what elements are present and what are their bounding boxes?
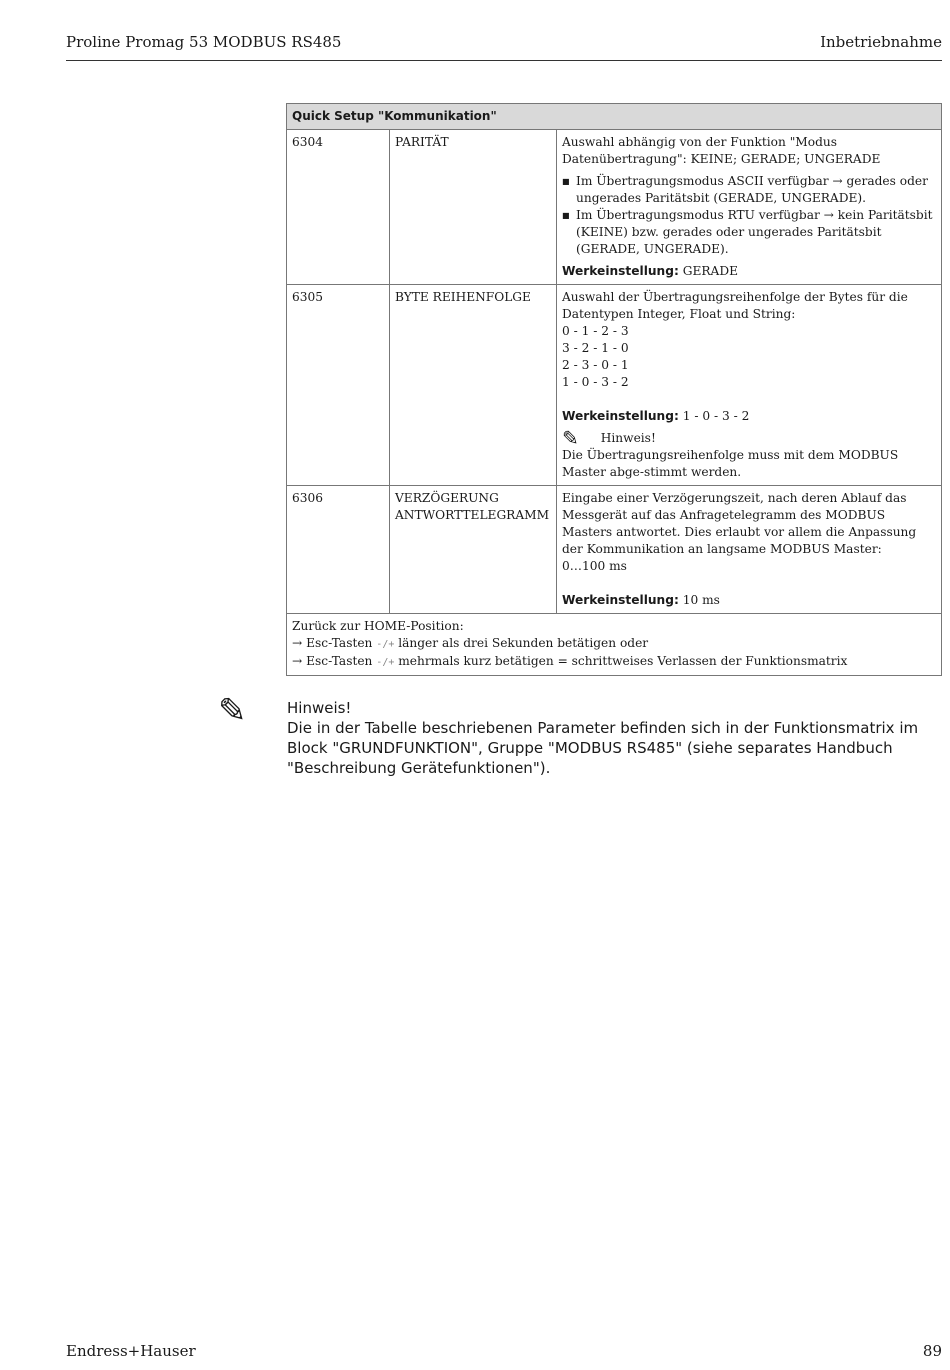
note-title: Hinweis!	[287, 699, 352, 717]
function-name-line: ANTWORTTELEGRAMM	[395, 508, 550, 522]
note-text: Die in der Tabelle beschriebenen Parameter befinden sich in der Funktionsmatrix im Block "GRUNDFUNKTION", Gruppe "MODBUS RS485" (siehe separates Handbuch "Beschreibung Gerätefunktionen").	[287, 719, 919, 777]
footer-company: Endress+Hauser	[66, 1342, 196, 1360]
factory-setting	[562, 592, 936, 609]
function-name: BYTE REIHENFOLGE	[390, 285, 557, 486]
footer-line-prefix: → Esc-Tasten	[292, 636, 373, 650]
function-name-line: VERZÖGERUNG	[395, 491, 499, 505]
pencil-icon: ✎	[562, 426, 579, 450]
page-number: 89	[922, 1342, 942, 1360]
bullet-list	[562, 173, 936, 258]
function-code: 6305	[287, 285, 390, 486]
function-description	[557, 486, 942, 614]
bullet-item: ■ Im Übertragungsmodus ASCII verfügbar → gerades oder ungerades Paritätsbit (GERADE, UNGERADE).	[576, 173, 936, 207]
esc-keys-icon: -/+	[376, 639, 395, 650]
footer-line-suffix: länger als drei Sekunden betätigen oder	[398, 636, 649, 650]
bullet-item: ■ Im Übertragungsmodus RTU verfügbar → kein Paritätsbit (KEINE) bzw. gerades oder ungerades Paritätsbit (GERADE, UNGERADE).	[576, 207, 936, 258]
footer-line	[292, 653, 936, 671]
footer-line-suffix: mehrmals kurz betätigen = schrittweises Verlassen der Funktionsmatrix	[398, 654, 848, 668]
header-rule	[66, 60, 942, 61]
description-intro: Auswahl der Übertragungsreihenfolge der Bytes für die Datentypen Integer, Float und String:	[562, 290, 908, 321]
footer-line	[292, 635, 936, 653]
footer-line-prefix: → Esc-Tasten	[292, 654, 373, 668]
footer-line: Zurück zur HOME-Position:	[292, 619, 464, 633]
inline-note-text: Die Übertragungsreihenfolge muss mit dem MODBUS Master abge-stimmt werden.	[562, 448, 899, 479]
function-name: PARITÄT	[390, 130, 557, 285]
option-item: 2 - 3 - 0 - 1	[562, 358, 629, 372]
option-item: 0 - 1 - 2 - 3	[562, 324, 629, 338]
factory-setting-label: Werkeinstellung:	[562, 593, 679, 607]
table-title: Quick Setup "Kommunikation"	[287, 104, 942, 130]
factory-setting-value: GERADE	[682, 264, 738, 278]
table-row	[287, 285, 942, 486]
inline-note-title: Hinweis!	[600, 431, 656, 445]
esc-keys-icon: -/+	[376, 657, 395, 668]
table-row	[287, 130, 942, 285]
header-document-title: Proline Promag 53 MODBUS RS485	[66, 33, 342, 51]
function-code: 6304	[287, 130, 390, 285]
quick-setup-table	[286, 103, 942, 676]
function-code: 6306	[287, 486, 390, 614]
option-item: 3 - 2 - 1 - 0	[562, 341, 629, 355]
function-description	[557, 285, 942, 486]
factory-setting	[562, 263, 936, 280]
function-description	[557, 130, 942, 285]
factory-setting	[562, 408, 936, 425]
description-intro: Eingabe einer Verzögerungszeit, nach deren Ablauf das Messgerät auf das Anfragetelegramm des MODBUS Masters antwortet. Dies erlaubt vor allem die Anpassung der Kommunikation an langsame MODBUS Master:	[562, 491, 917, 556]
table-footer	[287, 614, 942, 676]
factory-setting-label: Werkeinstellung:	[562, 409, 679, 423]
header-section-title: Inbetriebnahme	[820, 33, 942, 51]
description-intro: Auswahl abhängig von der Funktion "Modus Datenübertragung": KEINE; GERADE; UNGERADE	[562, 135, 881, 166]
option-item: 1 - 0 - 3 - 2	[562, 375, 629, 389]
factory-setting-value: 10 ms	[682, 593, 720, 607]
pencil-icon: ✎	[218, 691, 247, 731]
table-row	[287, 486, 942, 614]
inline-note	[562, 426, 936, 450]
factory-setting-value: 1 - 0 - 3 - 2	[682, 409, 750, 423]
note-block	[287, 698, 937, 778]
value-range: 0…100 ms	[562, 559, 627, 573]
factory-setting-label: Werkeinstellung:	[562, 264, 679, 278]
function-name	[390, 486, 557, 614]
